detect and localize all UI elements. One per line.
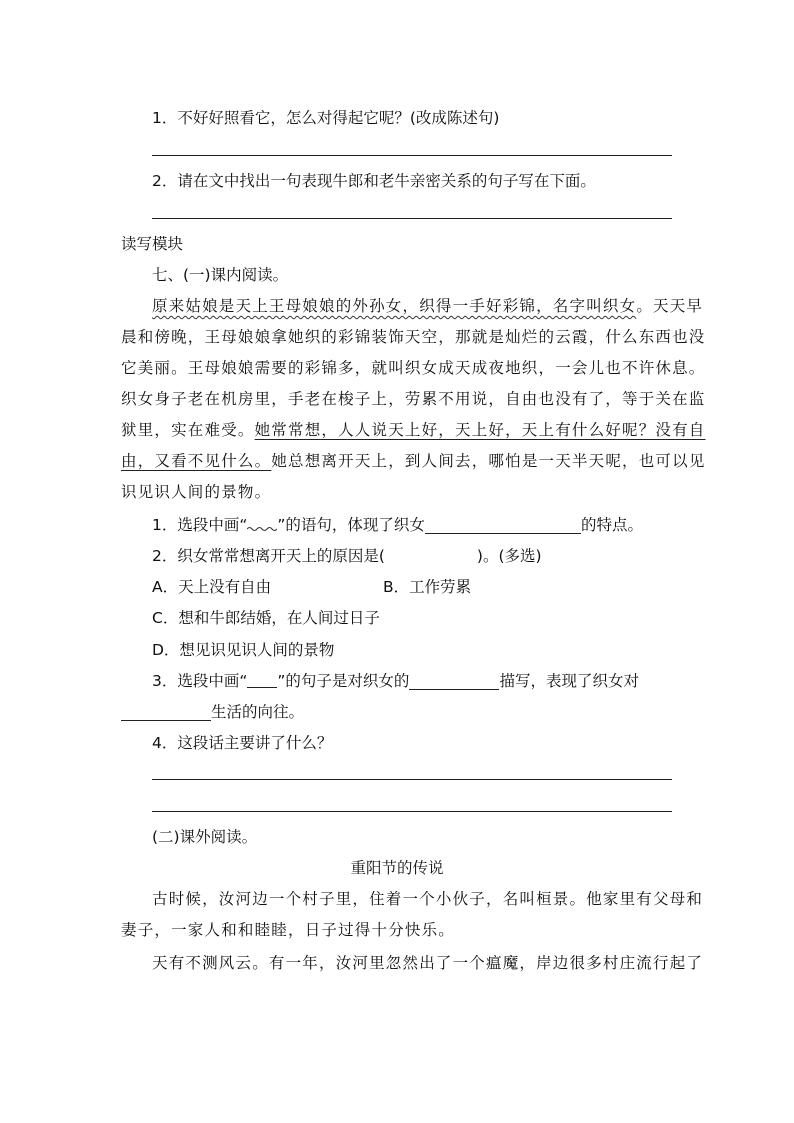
part1-question-4: 4．这段话主要讲了什么？ <box>152 734 333 752</box>
passage-text: 狱里，实在难受。 <box>121 421 255 439</box>
straight-underline-icon <box>247 673 277 688</box>
q1-answer-blank[interactable] <box>425 517 581 534</box>
q3-text-a: 3．选段中画“ <box>152 672 248 690</box>
option-b[interactable]: B．工作劳累 <box>383 578 472 596</box>
passage-line-3: 它美丽。王母娘娘需要的彩锦多，就叫织女成天成夜地织，一会儿也不许休息。 <box>121 359 706 377</box>
story-line-2: 妻子，一家人和和睦睦，日子过得十分快乐。 <box>121 921 456 939</box>
question-1-rewrite: 1．不好好照看它，怎么对得起它呢？(改成陈述句) <box>152 109 500 127</box>
option-a[interactable]: A．天上没有自由 <box>152 578 272 596</box>
wavy-underlined-sentence: 原来姑娘是天上王母娘娘的外孙女，织得一手好彩锦，名字叫织女 <box>152 297 637 315</box>
story-line-3: 天有不测风云。有一年，汝河里忽然出了一个瘟魔，岸边很多村庄流行起了 <box>152 954 704 972</box>
q1-text-b: ”的语句，体现了织女 <box>277 516 425 534</box>
answer-line-q4-1[interactable] <box>152 779 672 780</box>
q3-text-c: 描写，表现了织女对 <box>499 672 639 690</box>
story-line-1: 古时候，汝河边一个村子里，住着一个小伙子，名叫桓景。他家里有父母和 <box>152 890 704 908</box>
part1-question-3 <box>152 671 639 691</box>
q3-answer-blank-1[interactable] <box>409 673 499 690</box>
passage-line-5 <box>121 420 706 440</box>
underlined-sentence: 她常常想，人人说天上好，天上好，天上有什么好呢？没有自 <box>254 421 706 439</box>
passage-line-1 <box>152 296 703 316</box>
q2-text-b: )。(多选) <box>476 547 542 565</box>
q3-text-b: ”的句子是对织女的 <box>277 672 410 690</box>
passage-text: 她总想离开天上，到人间去，哪怕是一天半天呢，也可以见 <box>271 452 706 470</box>
part1-question-1 <box>152 515 643 535</box>
part1-question-3-cont <box>121 702 304 722</box>
q3-text-d: 生活的向往。 <box>211 703 305 721</box>
q3-answer-blank-2[interactable] <box>121 704 211 721</box>
part1-question-2 <box>152 546 542 566</box>
question-2-find-sentence: 2．请在文中找出一句表现牛郎和老牛亲密关系的句子写在下面。 <box>152 172 596 190</box>
q2-text-a: 2．织女常常想离开天上的原因是( <box>152 547 385 565</box>
passage-line-7: 识见识人间的景物。 <box>121 483 272 501</box>
wavy-underline-icon <box>247 518 277 532</box>
passage-line-4: 织女身子老在机房里，手老在梭子上，劳累不用说，自由也没有了，等于关在监 <box>121 390 706 408</box>
passage-line-2: 晨和傍晚，王母娘娘拿她织的彩锦装饰天空，那就是灿烂的云霞，什么东西也没 <box>121 328 706 346</box>
option-d[interactable]: D．想见识见识人间的景物 <box>152 641 335 659</box>
module-title: 读写模块 <box>121 235 184 253</box>
q1-text-c: 的特点。 <box>580 516 643 534</box>
option-c[interactable]: C．想和牛郎结婚，在人间过日子 <box>152 609 380 627</box>
answer-line-2[interactable] <box>152 218 672 219</box>
underlined-sentence-cont: 由，又看不见什么。 <box>121 452 272 470</box>
part1-heading: 七、(一)课内阅读。 <box>152 266 289 284</box>
part2-heading: (二)课外阅读。 <box>152 828 258 846</box>
answer-line-q4-2[interactable] <box>152 811 672 812</box>
q1-text-a: 1．选段中画“ <box>152 516 248 534</box>
passage-text: 。天天早 <box>636 297 704 315</box>
answer-line-1[interactable] <box>152 155 672 156</box>
story-title: 重阳节的传说 <box>350 859 444 877</box>
passage-line-6 <box>121 451 706 471</box>
